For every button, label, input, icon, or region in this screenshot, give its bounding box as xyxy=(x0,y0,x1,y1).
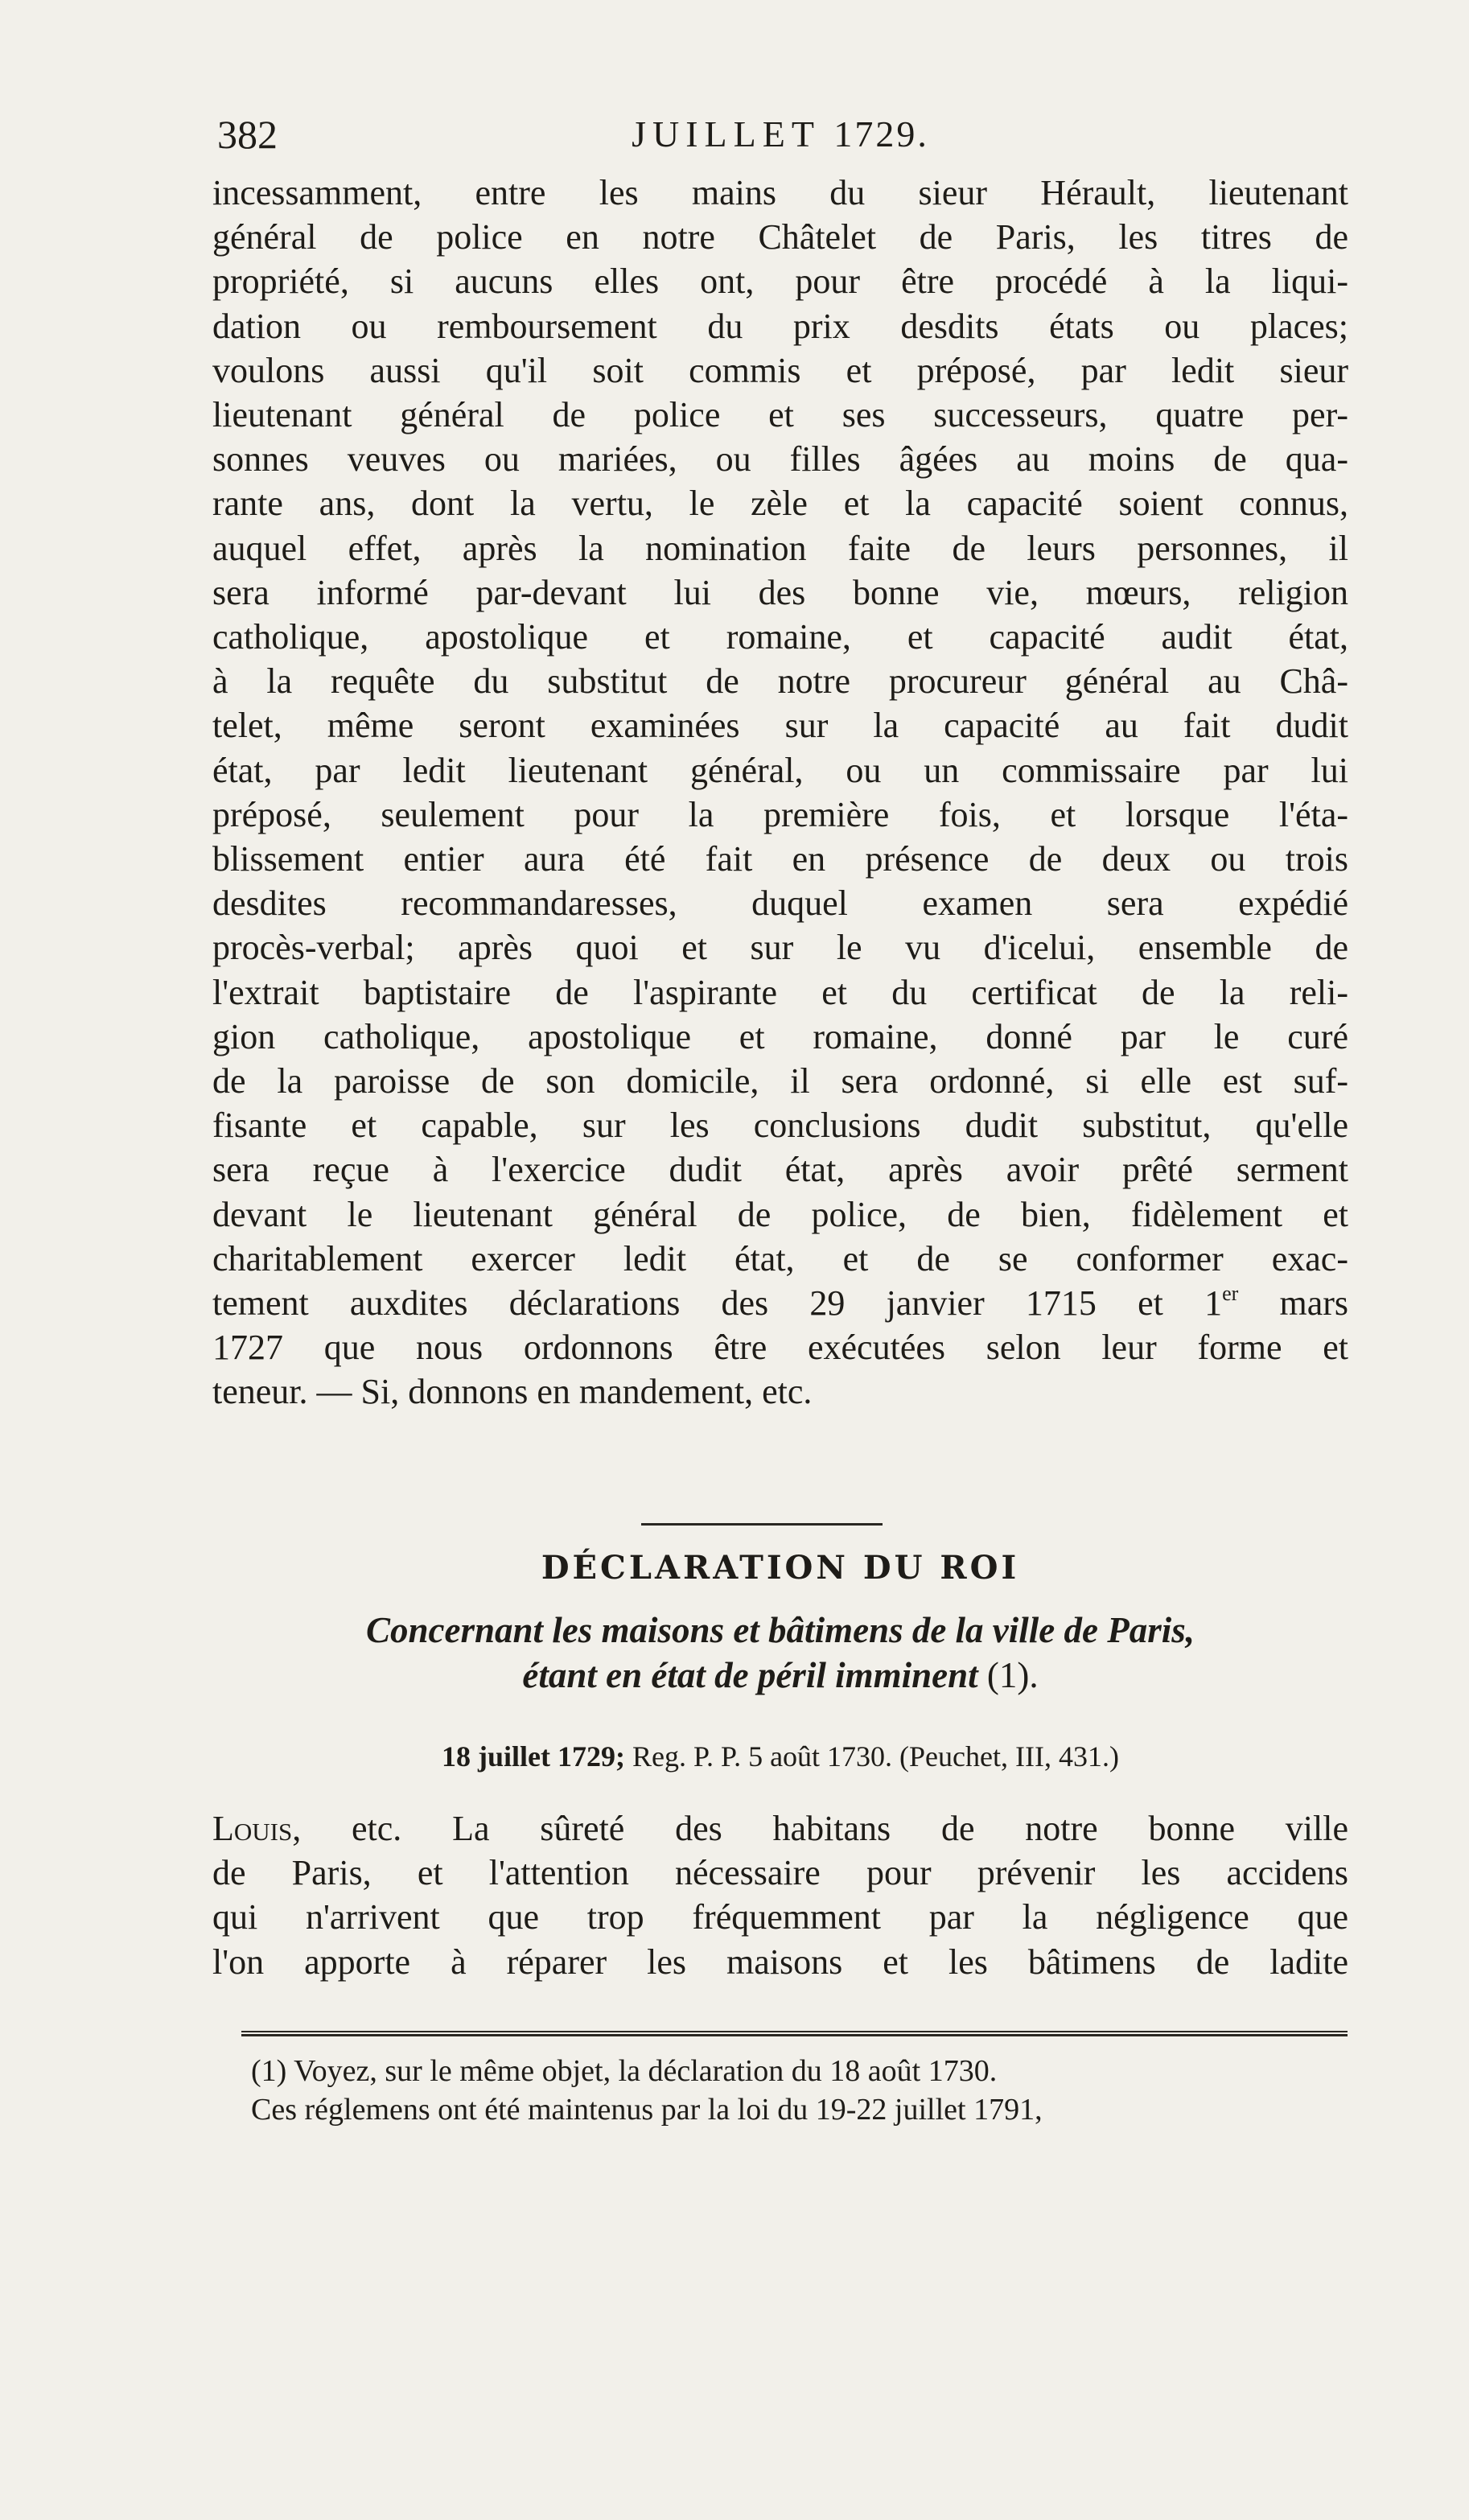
text-line: préposé, seulement pour la première fois, et lorsque l'éta- xyxy=(212,794,1348,834)
text-line: fisante et capable, sur les conclusions dudit substitut, qu'elle xyxy=(212,1106,1348,1146)
footnote-line: Ces réglemens ont été maintenus par la loi du 19-22 juillet 1791, xyxy=(251,2093,1043,2127)
declaration-title: DÉCLARATION DU ROI xyxy=(541,1549,1020,1587)
text-line: de la paroisse de son domicile, il sera ordonné, si elle est suf- xyxy=(212,1061,1348,1101)
text-line: sonnes veuves ou mariées, ou filles âgées au moins de qua- xyxy=(212,439,1348,480)
text-line: qui n'arrivent que trop fréquemment par la négligence que xyxy=(212,1897,1348,1937)
text-line: procès-verbal; après quoi et sur le vu d'icelui, ensemble de xyxy=(212,928,1348,968)
text-line: à la requête du substitut de notre procureur général au Châ- xyxy=(212,661,1348,702)
footnote-rule xyxy=(241,2031,1348,2036)
registration-reference: Reg. P. P. 5 août 1730. (Peuchet, III, 431.) xyxy=(625,1740,1119,1773)
main-text xyxy=(212,171,1348,1414)
text-line: teneur. — Si, donnons en mandement, etc. xyxy=(212,1372,813,1412)
text-line: catholique, apostolique et romaine, et capacité audit état, xyxy=(212,617,1348,657)
text-line: lieutenant général de police et ses successeurs, quatre per- xyxy=(212,395,1348,435)
text-line: 1727 que nous ordonnons être exécutées selon leur forme et xyxy=(212,1328,1348,1368)
footnote-line: (1) Voyez, sur le même objet, la déclaration du 18 août 1730. xyxy=(251,2054,998,2088)
text-line: général de police en notre Châtelet de Paris, les titres de xyxy=(212,217,1348,257)
text-fragment: , etc. La sûreté des habitans de notre bonne ville xyxy=(292,1809,1348,1848)
running-head xyxy=(212,113,1348,155)
page-number: 382 xyxy=(217,112,278,157)
subtitle-text: étant en état de péril imminent xyxy=(522,1655,978,1695)
text-line: gion catholique, apostolique et romaine, donné par le curé xyxy=(212,1016,1348,1056)
text-line: état, par ledit lieutenant général, ou un commissaire par lui xyxy=(212,750,1348,790)
text-fragment: mars xyxy=(1238,1283,1349,1324)
text-line: de Paris, et l'attention nécessaire pour prévenir les accidens xyxy=(212,1853,1348,1893)
text-line: blissement entier aura été fait en présence de deux ou trois xyxy=(212,839,1348,879)
subtitle-line xyxy=(212,1653,1348,1698)
text-line: telet, même seront examinées sur la capacité au fait dudit xyxy=(212,706,1348,746)
declaration-body xyxy=(212,1806,1348,1984)
page-header xyxy=(212,111,1348,167)
declaration-reference xyxy=(212,1740,1348,1773)
text-line: auquel effet, après la nomination faite de leurs personnes, il xyxy=(212,528,1348,568)
text-line: l'on apporte à réparer les maisons et les bâtimens de ladite xyxy=(212,1941,1348,1982)
section-divider xyxy=(641,1523,883,1526)
subtitle-line: Concernant les maisons et bâtimens de la ville de Paris, xyxy=(365,1610,1195,1650)
declaration-date: 18 juillet 1729; xyxy=(442,1740,626,1773)
declaration-subtitle xyxy=(212,1608,1348,1698)
running-head-month: JUILLET xyxy=(632,113,821,154)
text-line: voulons aussi qu'il soit commis et préposé, par ledit sieur xyxy=(212,350,1348,390)
text-line: sera reçue à l'exercice dudit état, après avoir prêté serment xyxy=(212,1150,1348,1190)
text-line: desdites recommandaresses, duquel examen sera expédié xyxy=(212,883,1348,924)
superscript: er xyxy=(1222,1282,1239,1306)
footnote-reference: (1). xyxy=(977,1655,1039,1695)
text-line: rante ans, dont la vertu, le zèle et la capacité soient connus, xyxy=(212,484,1348,524)
text-line: incessamment, entre les mains du sieur Hérault, lieutenant xyxy=(212,173,1348,212)
text-fragment: tement auxdites déclarations des 29 janvier 1715 et 1 xyxy=(212,1283,1223,1324)
footnotes xyxy=(251,2052,1348,2129)
opening-word: Louis xyxy=(212,1809,293,1848)
text-line: charitablement exercer ledit état, et de se conformer exac- xyxy=(212,1238,1348,1279)
text-line: l'extrait baptistaire de l'aspirante et du certificat de la reli- xyxy=(212,972,1348,1012)
text-line xyxy=(212,1806,1348,1851)
running-head-year: 1729. xyxy=(833,113,929,154)
text-line: sera informé par-devant lui des bonne vie, mœurs, religion xyxy=(212,572,1348,612)
text-line-with-superscript xyxy=(212,1281,1348,1325)
text-line: propriété, si aucuns elles ont, pour être procédé à la liqui- xyxy=(212,261,1348,302)
text-line: dation ou remboursement du prix desdits états ou places; xyxy=(212,306,1348,346)
text-line: devant le lieutenant général de police, de bien, fidèlement et xyxy=(212,1194,1348,1234)
